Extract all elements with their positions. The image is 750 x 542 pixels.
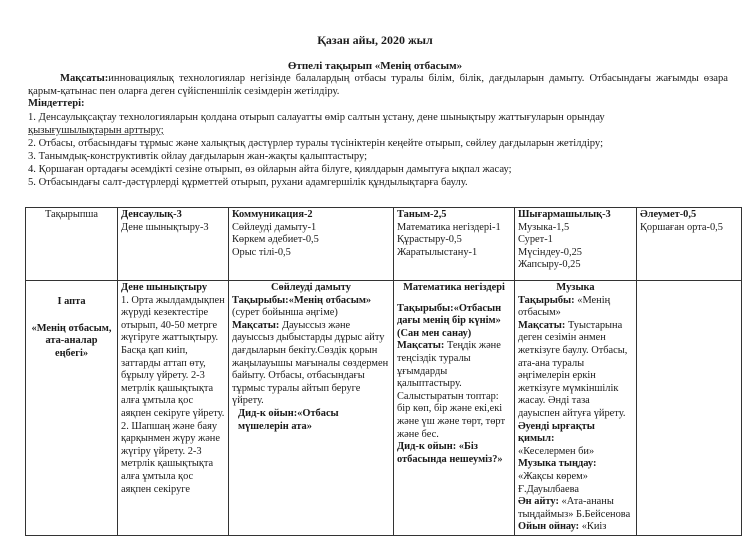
creativity-line: Жапсыру-0,25 [518,259,581,271]
cognition-line: Құрастыру-0,5 [397,234,462,246]
header-cell-communication [229,208,394,281]
music-rhythm-value: «Кеселермен би» [518,445,595,457]
social-title: Әлеумет-0,5 [640,209,697,220]
music-song-label: Ән айту: [518,496,559,508]
health-line: Дене шынықтыру-3 [121,221,209,233]
music-goal-text: Туыстарына деген сезімін әнмен жеткізуге баулу. Отбасы, ата-ана туралы әңгімелерін еркін жеткізуге мүмкіншілік жасау. Әнді таза дауыспен айтуға үйрету. [518,319,628,419]
creativity-line: Музыка-1,5 [518,221,570,233]
document-date: Қазан айы, 2020 жыл [317,33,433,47]
header-cell-creativity [515,208,637,281]
communication-cell [229,281,394,536]
music-topic-value: «Менің отбасым» [518,294,611,319]
music-song [518,496,633,521]
goal-text: инновациялық технологиялар негізінде балалардың отбасы туралы білім, білік, дағдыларын дамыту. Отбасындағы жағымды өзара қарым-қатынас пен оларға деген сүйіспеншілік сезімдерін жетілдіру. [28,73,728,97]
music-listen-label: Музыка тыңдау: [518,458,597,470]
speech-heading: Сөйлеуді дамыту [271,282,351,293]
music-goal-label: Мақсаты: [518,319,566,331]
math-goal-label: Мақсаты: [397,340,445,352]
music-rhythm-label: Әуенді ырғақты қимыл: [518,420,595,445]
music-goal [518,320,633,421]
week-cell [26,281,118,536]
creativity-cell [515,281,637,536]
speech-goal-text: Дауыссыз және дауыссыз дыбыстарды дұрыс айту дағдыларын бекіту.Сөздік қорын жаңылауышы мағыналы сөздермен байыту. Отбасы, отбасындағы тұрмыс туралы айтып беруге үйрету. [232,319,389,407]
speech-goal [232,320,390,408]
math-topic: Тақырыбы:«Отбасын дағы менің бір күнім» (Сан мен санау) [397,302,502,339]
speech-game: Дид-к ойын:«Отбасы мүшелерін ата» [238,407,339,432]
music-heading: Музыка [556,282,595,293]
communication-line: Орыс тілі-0,5 [232,246,291,258]
social-cell [637,281,742,536]
music-song-value: «Ата-ананы тыңдаймыз» Б.Бейсенова [518,496,631,520]
music-listen-value: «Жақсы көрем» Ғ.Дауылбаева [518,470,588,495]
table-header-row [26,208,742,281]
music-topic [518,295,633,320]
tasks-list [28,111,734,189]
math-goal-text: Теңдік және теңсіздік туралы ұғымдарды қалыптастыру. Салыстыратын топтар: бір көп, бір және екі,екі және үш және төрт, төрт және бес. [397,340,505,440]
table-row-week-1 [26,281,742,536]
music-topic-label: Тақырыбы: [518,294,575,306]
health-title: Денсаулық-3 [121,209,182,220]
goal-paragraph [28,72,728,98]
task-item: 4. Қоршаған ортадағы әсемдікті сезіне отырып, өз ойларын айта білуге, қиялдарын дамытуға ықпал жасау; [28,164,512,175]
speech-goal-label: Мақсаты: [232,319,280,331]
header-cell-social [637,208,742,281]
task-item: қызығушылықтарын арттыру; [28,125,164,136]
speech-topic-label: Тақырыбы: [232,294,289,306]
header-cell-topic: Тақырыпша [26,208,118,281]
header-cell-cognition [394,208,515,281]
creativity-line: Сурет-1 [518,234,553,246]
cognition-line: Жаратылыстану-1 [397,246,478,258]
tasks-title: Міндеттері: [28,98,85,109]
communication-line: Сөйлеуді дамыту-1 [232,221,317,233]
math-heading: Математика негіздері [403,282,505,293]
communication-title: Коммуникация-2 [232,209,313,220]
communication-line: Көркем әдебиет-0,5 [232,234,319,246]
cognition-cell [394,281,515,536]
health-cell [118,281,229,536]
week-title: «Менің отбасым, ата-аналар еңбегі» [31,322,112,359]
cognition-title: Таным-2,5 [397,209,447,220]
creativity-line: Мүсіндеу-0,25 [518,246,582,258]
health-heading: Дене шынықтыру [121,282,208,293]
music-play-value: «Киіз [581,521,607,533]
speech-topic [232,295,390,308]
math-goal [397,340,511,441]
music-play-label: Ойын ойнау: [518,521,580,533]
speech-topic-value: «Менің отбасым» [288,294,372,306]
curriculum-table [25,207,742,536]
cross-cutting-topic: Өтпелі тақырып «Менің отбасым» [287,60,463,72]
task-item: 3. Танымдық-конструктивтік ойлау дағдыларын жан-жақты қалыптастыру; [28,151,368,162]
week-label: I апта [57,296,86,307]
creativity-title: Шығармашылық-3 [518,209,611,220]
cognition-line: Математика негіздері-1 [397,221,501,233]
task-item: 5. Отбасындағы салт-дәстүрлерді құрметтей отырып, рухани адамгершілік құндылықтарға баулу. [28,177,468,188]
task-item: 2. Отбасы, отбасындағы тұрмыс және халықтық дәстүрлер туралы түсініктерін кеңейте отырып, сөйлеу дағдыларын жетілдіру; [28,138,604,149]
task-item: 1. Денсаулықсақтау технологияларын қолдана отырып салауатты өмір салтын ұстану, дене шынықтыру жаттығуларын орындау [28,112,605,123]
music-play [518,521,633,534]
social-line: Қоршаған орта-0,5 [640,221,723,233]
math-game: Дид-к ойын: «Біз отбасында нешеуміз?» [397,441,503,465]
goal-label: Мақсаты: [60,73,109,84]
speech-subtitle: (сурет бойынша әңгіме) [232,307,338,319]
header-cell-health [118,208,229,281]
health-text: 1. Орта жылдамдықпен жүруді кезектестіре отырып, 40-50 метрге жүгіруге жаттықтыру. Басқа қап киіп, заттарды аттап өту, бұрылу үйрету. 2-3 метрлік қашықтықта алға ұмтыла қос аяқпен секіруге үйрету. 2. Шапшаң және баяу қарқынмен жүру және жүгіру үйрету. 2-3 метрлік қашықтықта алға ұмтыла қос аяқпен секіруге [121,294,225,495]
